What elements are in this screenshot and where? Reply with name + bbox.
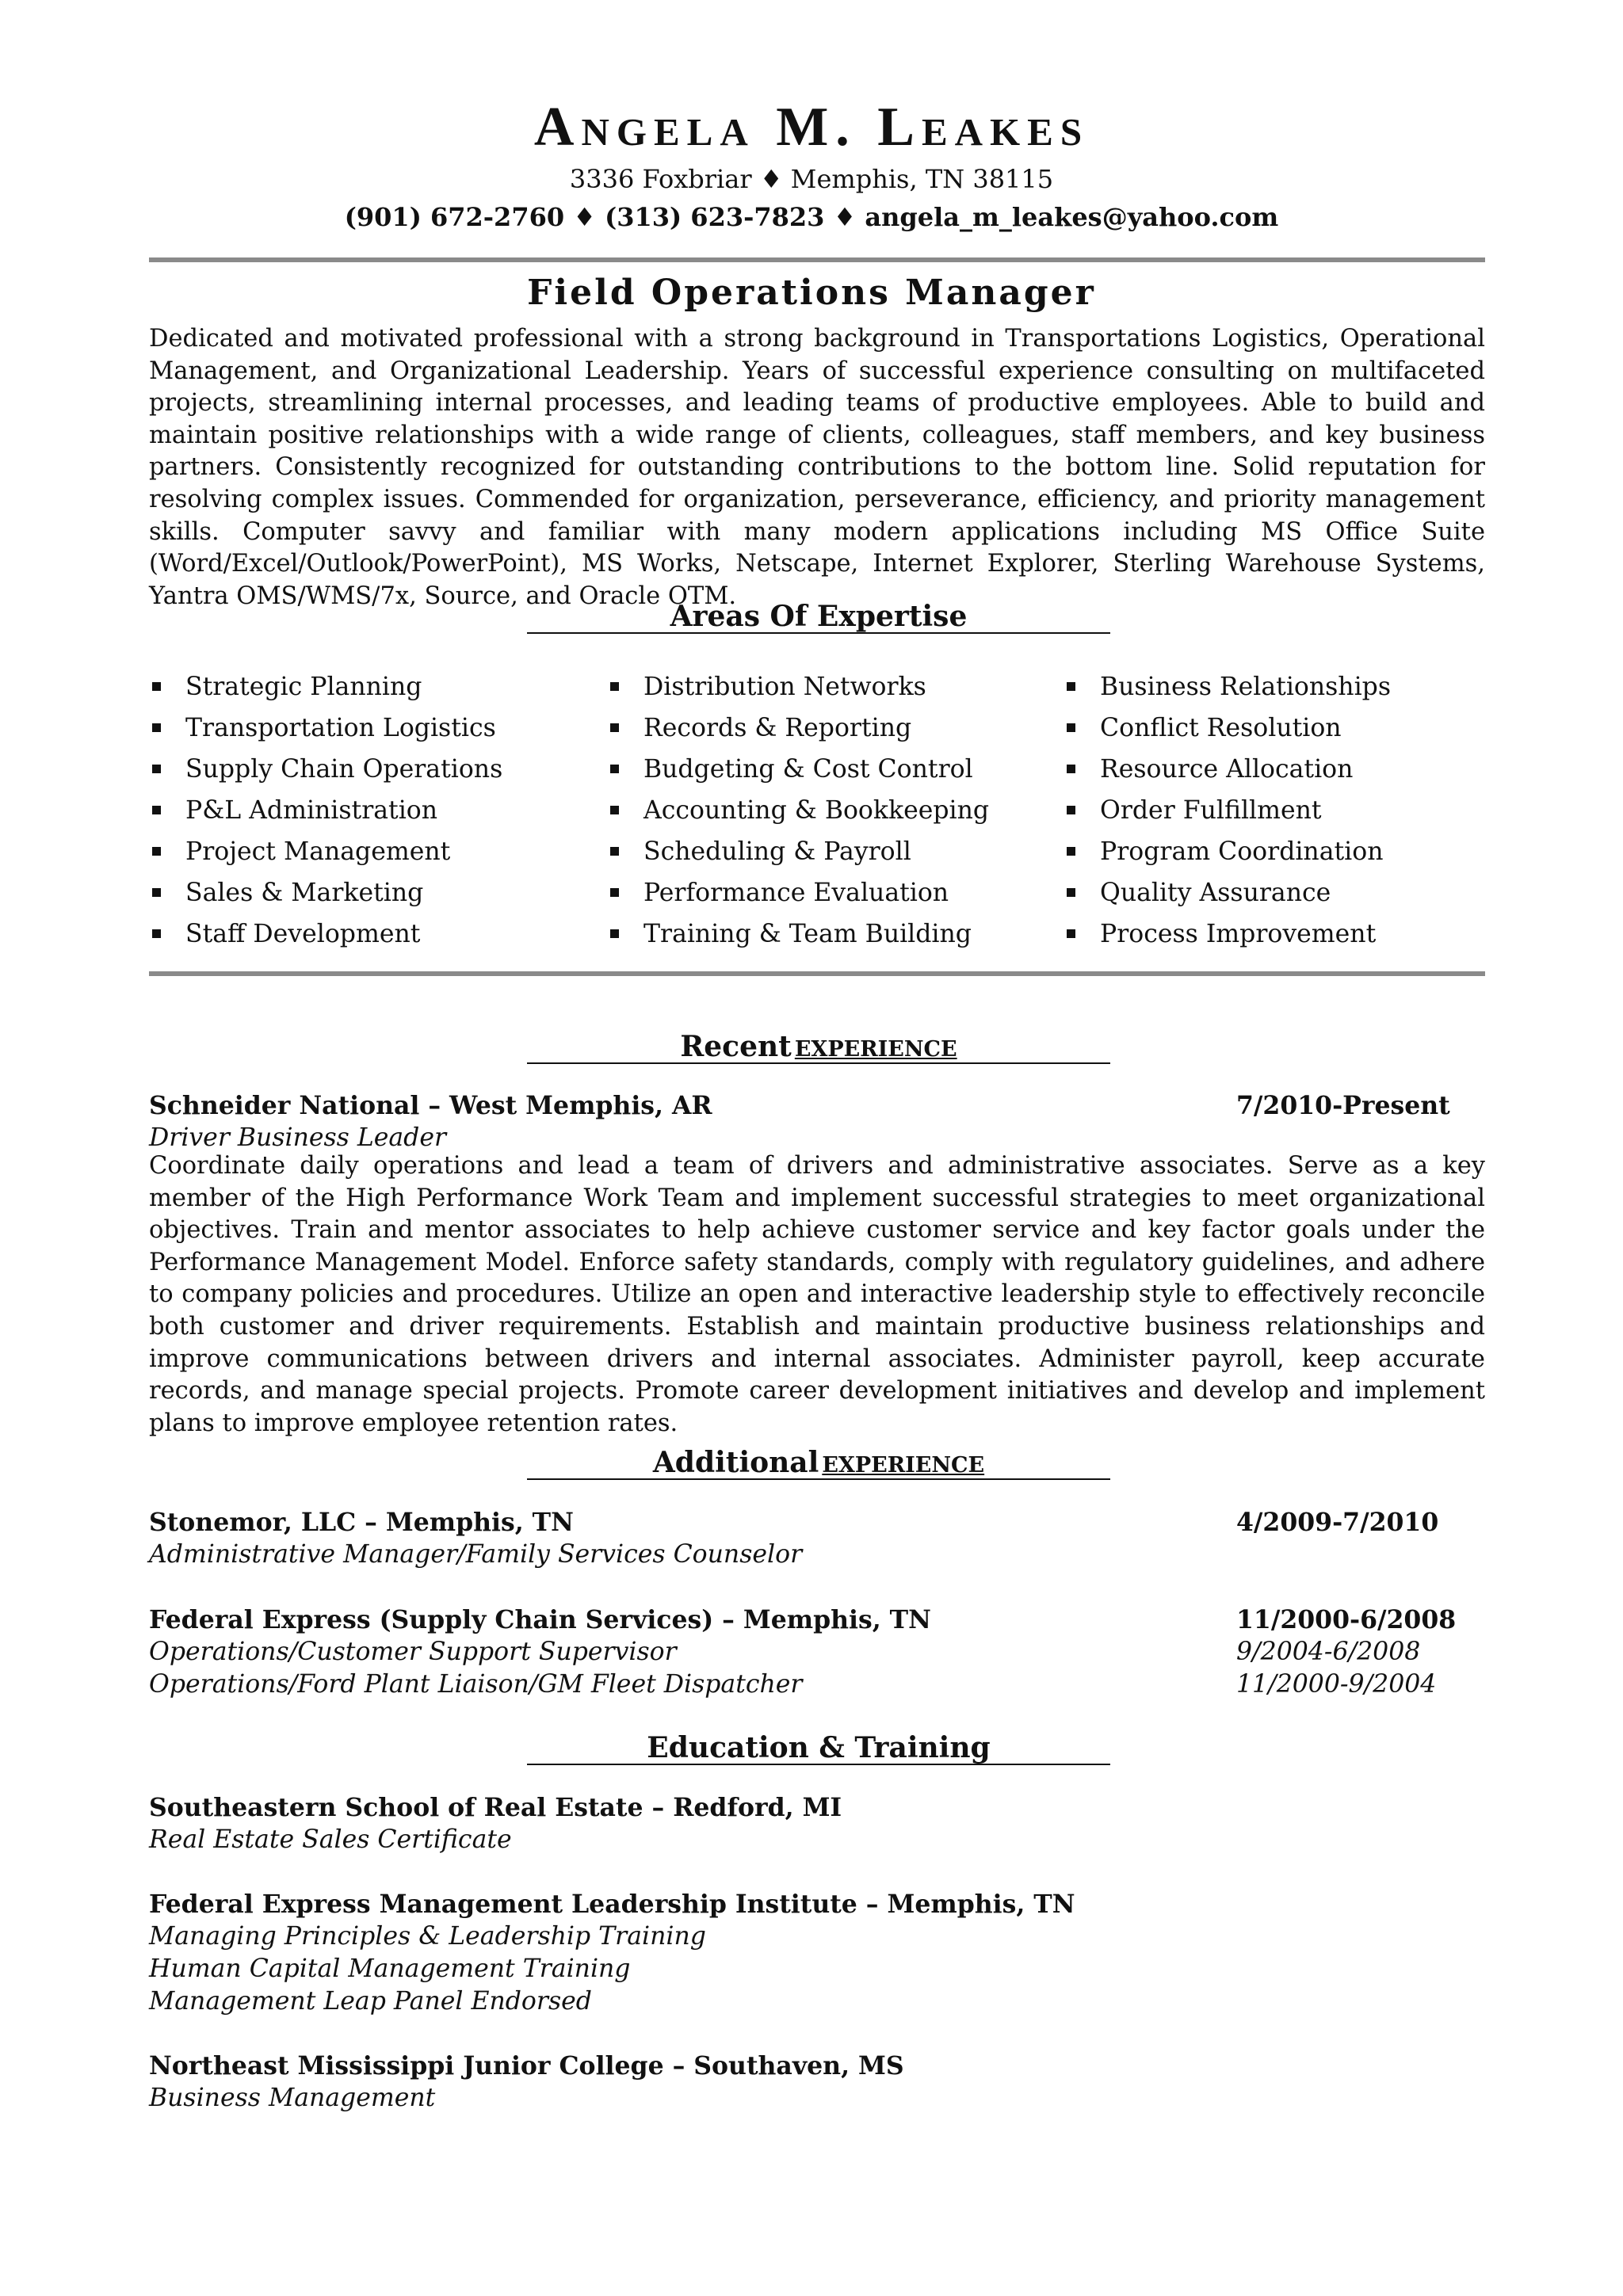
- expertise-item: Process Improvement: [1064, 922, 1391, 963]
- job1-dates: 4/2009-7/2010: [1236, 1508, 1439, 1537]
- expertise-item: Distribution Networks: [607, 675, 989, 716]
- expertise-column-1: [149, 675, 502, 963]
- bullet-icon: [152, 888, 161, 897]
- bullet-icon: [152, 765, 161, 773]
- bullet-icon: [610, 765, 619, 773]
- bullet-icon: [1067, 888, 1075, 897]
- recent-company: Schneider National – West Memphis, AR: [149, 1091, 712, 1120]
- bullet-icon: [610, 682, 619, 691]
- expertise-item: Records & Reporting: [607, 716, 989, 757]
- bullet-icon: [1067, 682, 1075, 691]
- expertise-item: Program Coordination: [1064, 840, 1391, 881]
- job2-company: Federal Express (Supply Chain Services) – Memphis, TN: [149, 1605, 931, 1634]
- school2-item: Managing Principles & Leadership Training: [149, 1922, 706, 1951]
- bullet-icon: [152, 929, 161, 938]
- bullet-icon: [152, 847, 161, 856]
- expertise-item: P&L Administration: [149, 799, 502, 840]
- address-line: 3336 Foxbriar ♦ Memphis, TN 38115: [569, 164, 1054, 194]
- school1-name: Southeastern School of Real Estate – Redford, MI: [149, 1793, 842, 1822]
- expertise-item: Strategic Planning: [149, 675, 502, 716]
- additional-experience-heading: Additional EXPERIENCE: [527, 1448, 1110, 1480]
- job2-role1: Operations/Customer Support Supervisor: [149, 1638, 677, 1666]
- expertise-item: Performance Evaluation: [607, 881, 989, 922]
- header-divider: [149, 257, 1485, 262]
- expertise-divider: [149, 971, 1485, 976]
- expertise-item: Business Relationships: [1064, 675, 1391, 716]
- expertise-item: Training & Team Building: [607, 922, 989, 963]
- bullet-icon: [152, 682, 161, 691]
- expertise-item: Supply Chain Operations: [149, 757, 502, 799]
- expertise-item: Scheduling & Payroll: [607, 840, 989, 881]
- recent-role: Driver Business Leader: [149, 1123, 447, 1152]
- bullet-icon: [1067, 723, 1075, 732]
- expertise-item: Transportation Logistics: [149, 716, 502, 757]
- job2-role2: Operations/Ford Plant Liaison/GM Fleet Dispatcher: [149, 1670, 803, 1699]
- expertise-column-2: [607, 675, 989, 963]
- job-title: Field Operations Manager: [527, 273, 1096, 313]
- school1-item: Real Estate Sales Certificate: [149, 1825, 512, 1854]
- bullet-icon: [1067, 806, 1075, 814]
- bullet-icon: [1067, 929, 1075, 938]
- job1-role: Administrative Manager/Family Services Counselor: [149, 1540, 803, 1569]
- bullet-icon: [610, 723, 619, 732]
- candidate-name: Angela M. Leakes: [533, 97, 1090, 158]
- expertise-item: Project Management: [149, 840, 502, 881]
- expertise-item: Resource Allocation: [1064, 757, 1391, 799]
- job2-role2-dates: 11/2000-9/2004: [1236, 1670, 1437, 1699]
- recent-experience-heading: Recent EXPERIENCE: [527, 1032, 1110, 1064]
- expertise-heading: [527, 602, 1110, 634]
- expertise-item: Quality Assurance: [1064, 881, 1391, 922]
- bullet-icon: [610, 929, 619, 938]
- expertise-item: Accounting & Bookkeeping: [607, 799, 989, 840]
- bullet-icon: [1067, 765, 1075, 773]
- bullet-icon: [152, 806, 161, 814]
- bullet-icon: [610, 888, 619, 897]
- contact-line: (901) 672-2760 ♦ (313) 623-7823 ♦ angela_m_leakes@yahoo.com: [344, 202, 1279, 232]
- summary-paragraph: Dedicated and motivated professional with a strong background in Transportations Logistics, Operational Management, and Organizational Leadership. Years of successful experience consulting on multifaceted projects, streamlining internal processes, and leading teams of productive employees. Able to build and maintain positive relationships with a wide range of clients, colleagues, staff members, and key business partners. Consistently recognized for outstanding contributions to the bottom line. Solid reputation for resolving complex issues. Commended for organization, perseverance, efficiency, and priority management skills. Computer savvy and familiar with many modern applications including MS Office Suite (Word/Excel/Outlook/PowerPoint), MS Works, Netscape, Internet Explorer, Sterling Warehouse Systems, Yantra OMS/WMS/7x, Source, and Oracle OTM.: [149, 325, 1485, 610]
- expertise-heading-text: Areas Of Expertise: [670, 600, 968, 633]
- education-heading: Education & Training: [527, 1733, 1110, 1765]
- school2-name: Federal Express Management Leadership Institute – Memphis, TN: [149, 1890, 1075, 1919]
- bullet-icon: [1067, 847, 1075, 856]
- expertise-item: Sales & Marketing: [149, 881, 502, 922]
- job2-dates: 11/2000-6/2008: [1236, 1605, 1457, 1634]
- school3-name: Northeast Mississippi Junior College – Southaven, MS: [149, 2051, 904, 2081]
- bullet-icon: [610, 806, 619, 814]
- bullet-icon: [610, 847, 619, 856]
- school2-item: Management Leap Panel Endorsed: [149, 1987, 592, 2016]
- school3-item: Business Management: [149, 2084, 436, 2112]
- expertise-column-3: [1064, 675, 1391, 963]
- job1-company: Stonemor, LLC – Memphis, TN: [149, 1508, 574, 1537]
- school2-item: Human Capital Management Training: [149, 1955, 631, 1983]
- expertise-item: Conflict Resolution: [1064, 716, 1391, 757]
- recent-description: Coordinate daily operations and lead a team of drivers and administrative associates. Serve as a key member of the High Performance Work Team and implement successful strategies to meet organizational objectives. Train and mentor associates to help achieve customer service and key factor goals under the Performance Management Model. Enforce safety standards, comply with regulatory guidelines, and adhere to company policies and procedures. Utilize an open and interactive leadership style to effectively reconcile both customer and driver requirements. Establish and maintain productive business relationships and improve communications between drivers and internal associates. Administer payroll, keep accurate records, and manage special projects. Promote career development initiatives and develop and implement plans to improve employee retention rates.: [149, 1152, 1485, 1437]
- recent-dates: 7/2010-Present: [1236, 1091, 1450, 1120]
- job2-role1-dates: 9/2004-6/2008: [1236, 1638, 1421, 1666]
- expertise-item: Order Fulfillment: [1064, 799, 1391, 840]
- expertise-item: Budgeting & Cost Control: [607, 757, 989, 799]
- expertise-item: Staff Development: [149, 922, 502, 963]
- bullet-icon: [152, 723, 161, 732]
